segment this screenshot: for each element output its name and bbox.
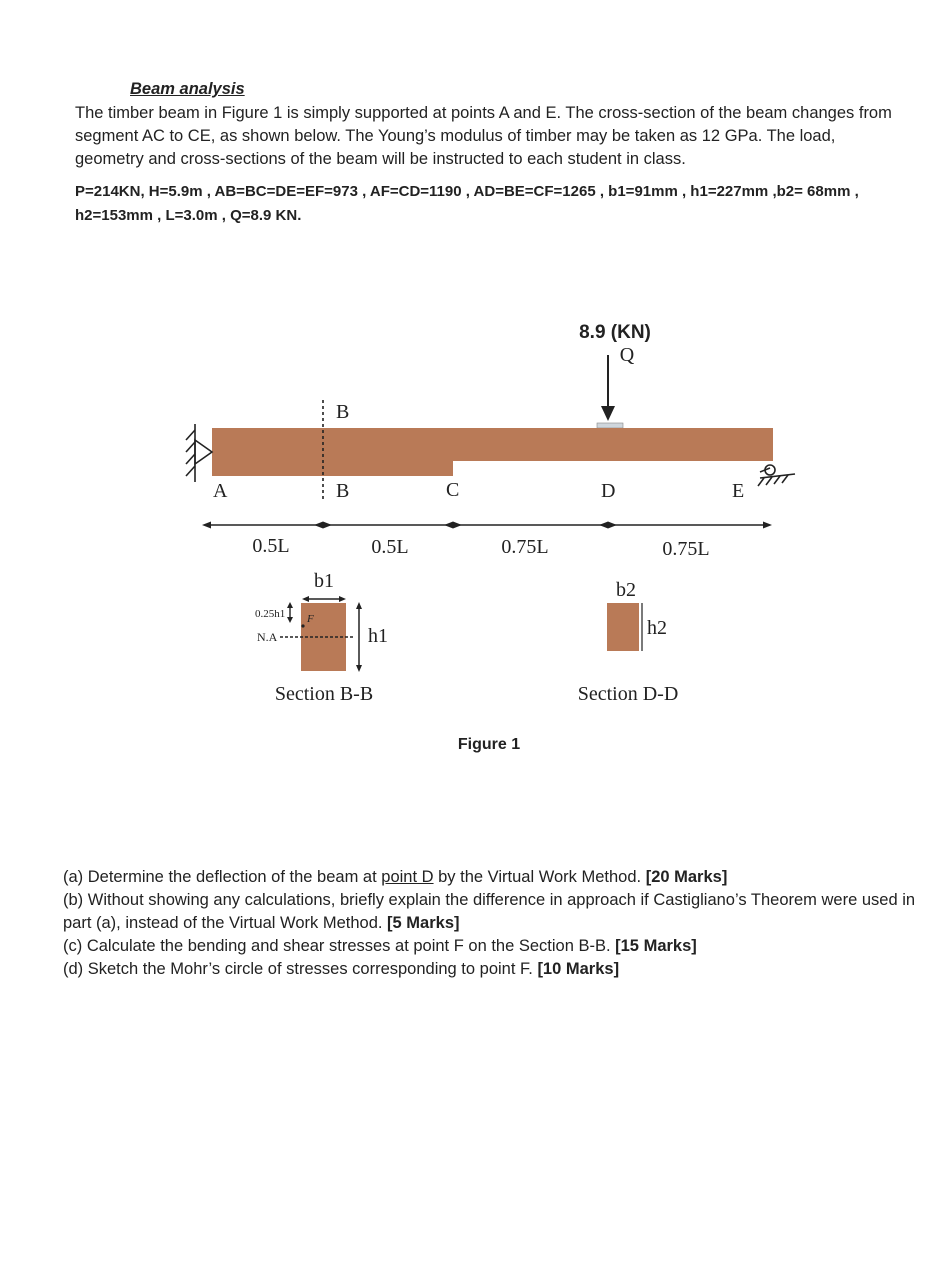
label-b-top: B: [336, 401, 350, 423]
label-b-bottom: B: [336, 480, 350, 502]
section-dd-caption: Section D-D: [577, 683, 679, 705]
section-bb-b1: b1: [314, 570, 334, 592]
span-cd: 0.75L: [501, 536, 549, 558]
label-e: E: [732, 480, 745, 502]
question-b-marks: [5 Marks]: [387, 914, 460, 932]
heading: Beam analysis: [130, 80, 245, 98]
question-c: (c) Calculate the bending and shear stresses at point F on the Section B-B. [15 Marks]: [63, 937, 697, 955]
load-plate: [597, 423, 623, 428]
question-b: (b) Without showing any calculations, briefly explain the difference in approach if Castigliano’s Theorem were used in part (a), instead of the Virtual Work Method. [5 Marks]: [63, 891, 916, 932]
section-bb-na: N.A: [257, 630, 278, 644]
question-d: (d) Sketch the Mohr’s circle of stresses corresponding to point F. [10 Marks]: [63, 960, 620, 978]
question-d-marks: [10 Marks]: [537, 960, 620, 978]
section-dd: [578, 579, 679, 705]
section-bb-caption: Section B-B: [274, 683, 374, 705]
load-arrow-head: [601, 406, 615, 421]
section-bb-offset: 0.25h1: [255, 608, 286, 620]
section-bb-point-f: F: [307, 613, 314, 625]
section-bb: [255, 570, 388, 705]
span-ab: 0.5L: [252, 535, 290, 557]
dimension-line: [202, 522, 772, 529]
question-list: [63, 866, 923, 981]
section-bb-h1: h1: [368, 625, 388, 647]
pin-support-a: [186, 424, 212, 482]
section-dd-b2: b2: [616, 579, 636, 601]
section-dd-rect: [607, 603, 639, 651]
question-a-marks: [20 Marks]: [645, 868, 728, 886]
label-d: D: [601, 480, 616, 502]
load-value: 8.9 (KN): [579, 322, 651, 343]
section-dd-h2: h2: [647, 617, 667, 639]
label-a: A: [213, 480, 228, 502]
question-a: (a) Determine the deflection of the beam at point D by the Virtual Work Method. [20 Marks]: [63, 868, 728, 886]
parameters: P=214KN, H=5.9m , AB=BC=DE=EF=973 , AF=CD=1190 , AD=BE=CF=1265 , b1=91mm , h1=227mm ,b2= 68mm , h2=153mm , L=3.0m , Q=8.9 KN.: [75, 183, 859, 224]
figure-caption: Figure 1: [457, 736, 521, 753]
load-symbol: Q: [619, 344, 635, 366]
label-c: C: [446, 479, 460, 501]
span-de: 0.75L: [662, 538, 710, 560]
timber-beam: [212, 428, 773, 476]
span-bc: 0.5L: [371, 536, 409, 558]
roller-support-e: [758, 465, 795, 486]
question-c-marks: [15 Marks]: [615, 937, 697, 955]
question-a-underline: point D: [381, 868, 434, 886]
intro-paragraph: The timber beam in Figure 1 is simply supported at points A and E. The cross-section of the beam changes from segment AC to CE, as shown below. The Young’s modulus of timber may be taken as 12 GPa. The load, geometry and cross-sections of the beam will be instructed to each student in class.: [75, 104, 892, 168]
